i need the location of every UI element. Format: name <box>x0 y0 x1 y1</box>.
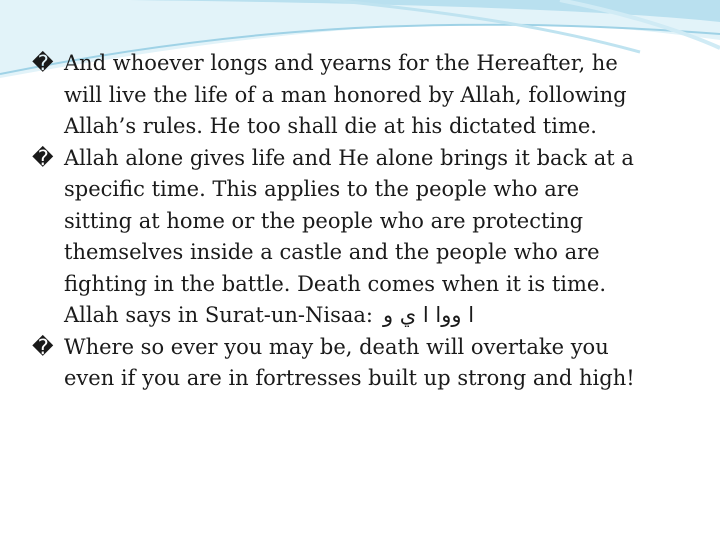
line: themselves inside a castle and the people who are <box>64 240 600 264</box>
line: even if you are in fortresses built up strong and high! <box>64 366 635 390</box>
line-with-arabic <box>64 300 690 332</box>
bullet-paragraph-1 <box>30 48 690 143</box>
line: Where so ever you may be, death will overtake you <box>64 334 609 359</box>
line: will live the life of a man honored by Allah, following <box>64 82 627 107</box>
bullet-paragraph-3 <box>30 332 690 395</box>
line: specific time. This applies to the people who are <box>64 177 580 201</box>
line: Allah says in Surat-un-Nisaa: <box>64 303 373 327</box>
line: Allah’s rules. He too shall die at his dictated time. <box>64 114 597 138</box>
bullet-glyph-icon: � <box>32 51 54 75</box>
bullet-glyph-icon: � <box>32 145 54 170</box>
bullet-paragraph-2 <box>30 143 690 332</box>
line: fighting in the battle. Death comes when it is time. <box>64 271 607 296</box>
slide-body <box>30 48 690 395</box>
bullet-glyph-icon: � <box>32 334 54 359</box>
line: Allah alone gives life and He alone brings it back at a <box>64 145 634 170</box>
line: And whoever longs and yearns for the Hereafter, he <box>64 51 618 75</box>
arabic-quote: ا ووا ا ي و <box>382 303 475 327</box>
line: sitting at home or the people who are protecting <box>64 208 584 233</box>
